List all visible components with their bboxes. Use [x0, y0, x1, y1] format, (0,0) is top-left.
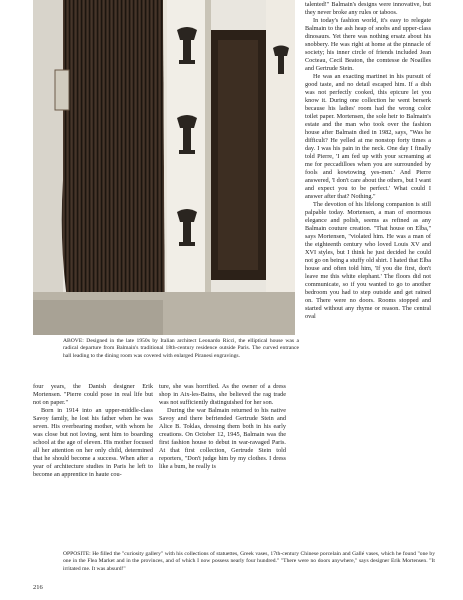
paragraph: four years, the Danish designer Erik Mortensen. "Pierre could pose in real life but not on paper." [33, 383, 153, 406]
paragraph: The devotion of his lifelong companion is still palpable today. Mortensen, a man of enormous elegance and polish, seems as refined as any Balmain couture creation. "That house on Elba," says Mortensen, "violated him. He was a man of the eighteenth century who loved Louis XV and XVI styles, but I think he just decided he could not go on being a stuffy old shirt. I hated that Elba house and often told him, 'If you die first, don't leave me this white elephant.' The floors did not communicate, so if you wanted to go to another bedroom you had to step outside and get rained on. There were no doors. Rooms stopped and started without any rhyme or reason. The central oval [305, 201, 431, 320]
opposite-caption: OPPOSITE: He filled the "curiosity gallery" with his collections of statuettes, Greek vases, 17th-century Chinese porcelain and Gallé vases, which he found "one by one in the Flea Market and in the provinces, and of which I now possess nearly four hundred." "There were no doors anywhere," says designer Erik Mortensen. "It irritated me. It was absurd!" [63, 551, 435, 572]
paragraph: During the war Balmain returned to his native Savoy and there befriended Gertrude Stein and Alice B. Toklas, dressing them both in his early creations. On October 12, 1945, Balmain was the first fashion house to debut in war-ravaged Paris. At that first collection, Gertrude Stein told reporters, "Don't judge him by my clothes. I dress like a bum, he really is [159, 407, 286, 470]
article-column-1 [33, 383, 153, 479]
article-column-3 [305, 1, 431, 321]
paragraph: ture, she was horrified. As the owner of a dress shop in Aix-les-Bains, she believed the rag trade was not sufficiently distinguished for her son. [159, 383, 286, 406]
paragraph: talented!" Balmain's designs were innovative, but they never broke any rules or taboos. [305, 1, 431, 16]
photo-caption: ABOVE: Designed in the late 1950s by Italian architect Leonardo Ricci, the elliptical house was a radical departure from Balmain's traditional 18th-century residence outside Paris. The curved entrance hall leading to the dining room was covered with enlarged Piranesi engravings. [63, 338, 299, 359]
paragraph: Born in 1914 into an upper-middle-class Savoy family, he lost his father when he was seven. His overbearing mother, with whom he was close but not loving, sent him to boarding school at the age of eleven. His mother focused all her attention on her only child, determined that he should become a success. When after a year of architecture studies in Paris he left to become an apprentice in haute cou- [33, 407, 153, 478]
article-column-2 [159, 383, 286, 471]
paragraph: In today's fashion world, it's easy to relegate Balmain to the ash heap of snobs and upper-class dinosaurs. Yet there was nothing ersatz about his snobbery. He was right at home at the pinnacle of society; his inner circle of friends included Jean Cocteau, Cecil Beaton, the comtesse de Noailles and Gertrude Stein. [305, 17, 431, 72]
paragraph: He was an exacting martinet in his pursuit of good taste, and no detail escaped him. If a dish was not perfectly cooked, this epicure let you know it. During one collection he went berserk because his ladies' room had the wrong color toilet paper. Mortensen, the sole heir to Balmain's estate and the man who took over the fashion house after Balmain died in 1982, says, "Was he difficult? He yelled at me nonstop forty times a day. I was his pain in the neck. One day I finally told Pierre, 'I am fed up with your screaming at me for peccadilloes when you are surrounded by fools and kowtowing yes-men.' And Pierre answered, 'I don't care about the others, but I want and expect you to be perfect.' What could I answer after that? Nothing." [305, 73, 431, 200]
page-number: 216 [33, 584, 43, 591]
interior-photo [33, 0, 295, 335]
